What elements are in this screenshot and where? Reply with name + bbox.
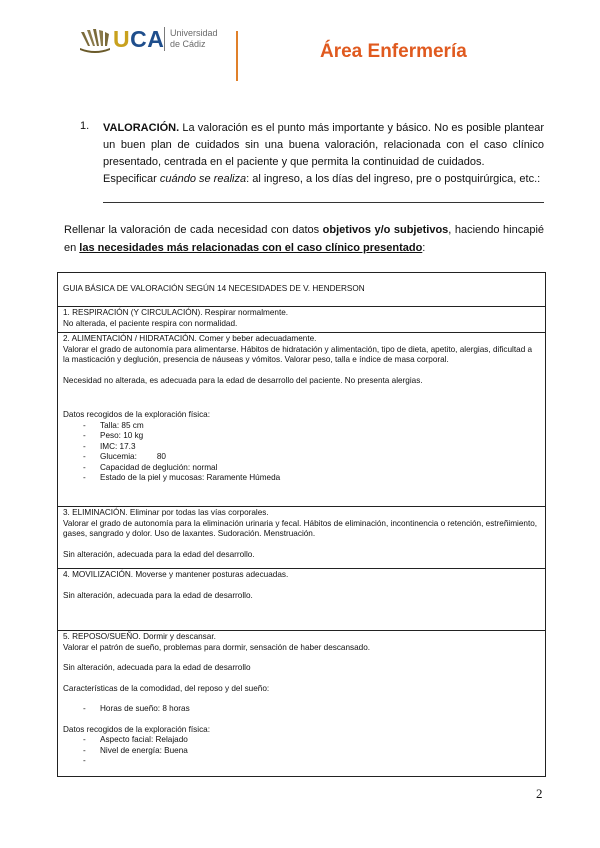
need-heading: 3. ELIMINACIÓN. Eliminar por todas las vías corporales. bbox=[63, 508, 269, 517]
need-row-respiracion bbox=[58, 306, 545, 332]
list-item: - Estado de la piel y mucosas: Raramente Húmeda bbox=[83, 473, 540, 484]
list-item: - Talla: 85 cm bbox=[83, 421, 540, 432]
section-body bbox=[103, 120, 544, 188]
need-text: Sin alteración, adecuada para la edad del desarrollo. bbox=[63, 549, 255, 559]
exam-data-list bbox=[63, 421, 540, 484]
list-item: - Horas de sueño: 8 horas bbox=[83, 704, 540, 715]
need-description: Valorar el grado de autonomía para la eliminación urinaria y fecal. Hábitos de eliminación, incontinencia o retención, estreñimiento, gases, sangrado y dolor. Uso de laxantes. Sudoración. Menstruación. bbox=[63, 518, 538, 538]
need-text: Sin alteración, adecuada para la edad de desarrollo bbox=[63, 663, 251, 672]
table-title-row bbox=[58, 273, 545, 307]
logo-divider bbox=[164, 27, 165, 51]
list-item: - Glucemia: 80 bbox=[83, 452, 540, 463]
exam-data-title: Datos recogidos de la exploración física: bbox=[63, 410, 210, 419]
exam-data-title: Datos recogidos de la exploración física: bbox=[63, 724, 210, 734]
page-header bbox=[0, 0, 600, 90]
need-heading: 1. RESPIRACIÓN (Y CIRCULACIÓN). Respirar normalmente. bbox=[63, 308, 289, 317]
university-logo-icon bbox=[78, 26, 112, 54]
need-heading: 2. ALIMENTACIÓN / HIDRATACIÓN. Comer y beber adecuadamente. bbox=[63, 334, 317, 343]
university-name: Universidad de Cádiz bbox=[170, 28, 218, 49]
need-row-eliminacion bbox=[58, 506, 545, 568]
header-rule bbox=[236, 31, 238, 81]
sleep-hours-list bbox=[63, 704, 540, 715]
comfort-features: Características de la comodidad, del reposo y del sueño: bbox=[63, 683, 270, 693]
list-item: - Aspecto facial: Relajado bbox=[83, 735, 540, 746]
need-row-alimentacion bbox=[58, 332, 545, 506]
list-item: - Capacidad de deglución: normal bbox=[83, 463, 540, 474]
need-heading: 5. REPOSO/SUEÑO. Dormir y descansar. bbox=[63, 632, 216, 641]
need-text: Sin alteración, adecuada para la edad de desarrollo. bbox=[63, 590, 253, 600]
area-title: Área Enfermería bbox=[320, 41, 467, 62]
specify-line: Especificar cuándo se realiza: al ingreso, a los días del ingreso, pre o postquirúrgica, etc.: bbox=[103, 173, 541, 185]
list-item: - Nivel de energía: Buena bbox=[83, 746, 540, 757]
uca-wordmark: UCA bbox=[113, 26, 165, 52]
section-number: 1. bbox=[80, 120, 90, 132]
need-description: Valorar el patrón de sueño, problemas para dormir, sensación de haber descansado. bbox=[63, 642, 371, 652]
list-item: - Peso: 10 kg bbox=[83, 431, 540, 442]
need-text: Necesidad no alterada, es adecuada para la edad de desarrollo del paciente. No presenta alergias. bbox=[63, 375, 423, 385]
need-heading: 4. MOVILIZACIÓN. Moverse y mantener posturas adecuadas. bbox=[63, 570, 289, 579]
henderson-table bbox=[57, 272, 546, 777]
answer-line bbox=[103, 202, 544, 203]
section-text: La valoración es el punto más importante y básico. No es posible plantear un buen plan de cuidados sin una buena valoración, relacionada con el caso clínico presentado, centrada en el paciente y que permita la continuidad de cuidados. bbox=[103, 122, 544, 168]
intro-paragraph: Rellenar la valoración de cada necesidad con datos objetivos y/o subjetivos, haciendo hincapié en las necesidades más relacionadas con el caso clínico presentado: bbox=[64, 224, 545, 254]
section-title: VALORACIÓN. bbox=[103, 122, 180, 134]
need-description: Valorar el grado de autonomía para alimentarse. Hábitos de hidratación y alimentación, tipo de dieta, apetito, alergias, dificultad a la masticación y deglución, presencia de náuseas y vómitos. Valorar peso, talla e índice de masa corporal. bbox=[63, 344, 533, 364]
list-item: - IMC: 17.3 bbox=[83, 442, 540, 453]
need-text: No alterada, el paciente respira con normalidad. bbox=[63, 318, 238, 328]
need-row-movilizacion bbox=[58, 568, 545, 630]
page-number: 2 bbox=[536, 786, 543, 801]
table-title: GUIA BÁSICA DE VALORACIÓN SEGÚN 14 NECESIDADES DE V. HENDERSON bbox=[63, 284, 365, 293]
exam-data-list bbox=[63, 735, 540, 756]
need-row-reposo bbox=[58, 630, 545, 776]
